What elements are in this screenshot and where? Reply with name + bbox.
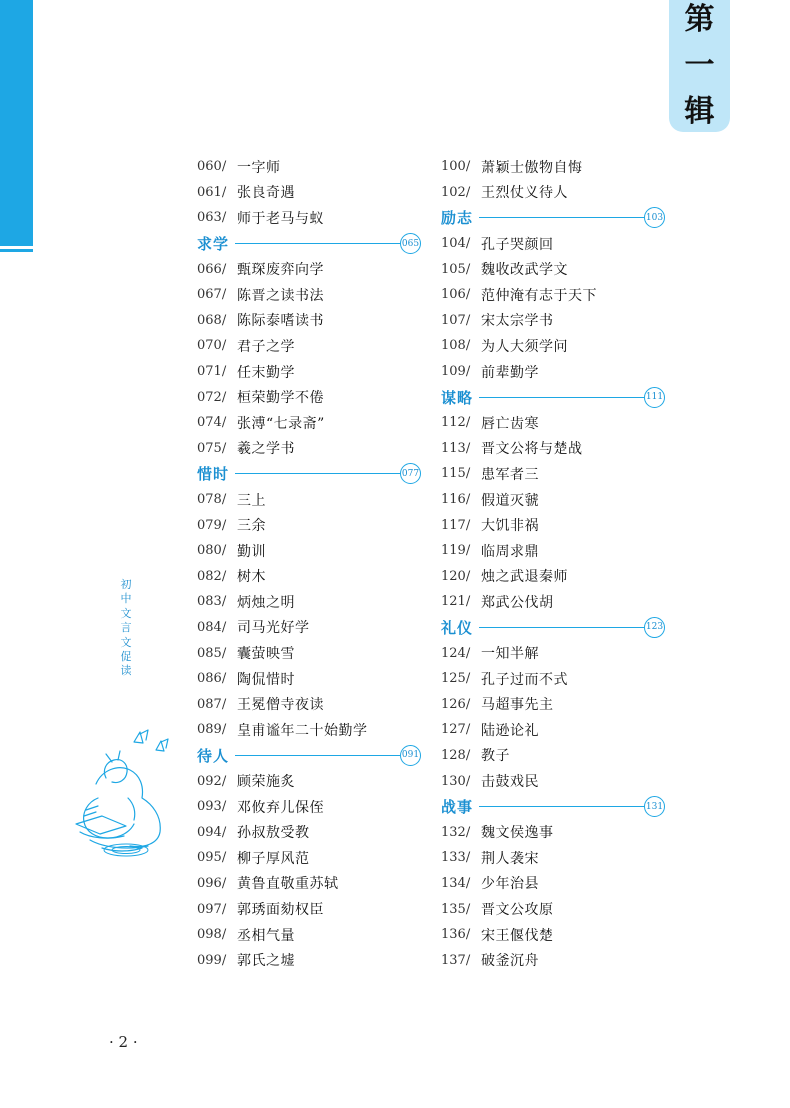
entry-title: 宋王偃伐楚 <box>481 927 554 944</box>
entry-page-number: 104/ <box>441 236 471 252</box>
entry-page-number: 109/ <box>441 364 471 380</box>
entry-title: 皇甫谧年二十始勤学 <box>237 722 368 739</box>
toc-entry[interactable] <box>197 615 427 641</box>
entry-title: 晋文公攻原 <box>481 902 554 919</box>
entry-page-number: 134/ <box>441 875 471 891</box>
entry-title: 三余 <box>237 518 266 535</box>
entry-title: 丞相气量 <box>237 927 295 944</box>
toc-entry[interactable] <box>441 461 671 487</box>
toc-entry[interactable] <box>441 308 671 334</box>
entry-page-number: 093/ <box>197 799 227 815</box>
toc-entry[interactable] <box>197 845 427 871</box>
entry-page-number: 112/ <box>441 415 471 431</box>
entry-title: 孔子哭颜回 <box>481 236 554 253</box>
toc-entry[interactable] <box>197 666 427 692</box>
toc-entry[interactable] <box>197 180 427 206</box>
volume-tab-char: 辑 <box>684 94 715 129</box>
entry-page-number: 125/ <box>441 671 471 687</box>
entry-title: 顾荣施炙 <box>237 774 295 791</box>
entry-title: 魏文侯逸事 <box>481 825 554 842</box>
toc-section-header <box>441 384 671 410</box>
entry-page-number: 066/ <box>197 261 227 277</box>
entry-page-number: 137/ <box>441 952 471 968</box>
side-title-char: 文 <box>120 606 132 620</box>
entry-title: 陈晋之读书法 <box>237 287 324 304</box>
entry-page-number: 128/ <box>441 747 471 763</box>
section-title: 战事 <box>441 798 474 817</box>
entry-title: 一字师 <box>237 159 281 176</box>
section-page-circle: 077 <box>400 463 421 484</box>
entry-title: 囊萤映雪 <box>237 646 295 663</box>
entry-page-number: 099/ <box>197 952 227 968</box>
toc-entry[interactable] <box>197 922 427 948</box>
entry-page-number: 097/ <box>197 901 227 917</box>
entry-title: 羲之学书 <box>237 441 295 458</box>
entry-page-number: 117/ <box>441 517 471 533</box>
toc-entry[interactable] <box>441 538 671 564</box>
toc-entry[interactable] <box>441 256 671 282</box>
section-page-circle: 103 <box>644 207 665 228</box>
toc-entry[interactable] <box>197 512 427 538</box>
entry-title: 击鼓戏民 <box>481 774 539 791</box>
entry-title: 荆人袭宋 <box>481 850 539 867</box>
toc-entry[interactable] <box>197 436 427 462</box>
toc-entry[interactable] <box>441 359 671 385</box>
entry-page-number: 116/ <box>441 492 471 508</box>
entry-page-number: 074/ <box>197 415 227 431</box>
section-title: 惜时 <box>197 465 230 484</box>
entry-page-number: 108/ <box>441 338 471 354</box>
toc-entry[interactable] <box>197 359 427 385</box>
entry-title: 师于老马与蚁 <box>237 210 324 227</box>
entry-page-number: 124/ <box>441 645 471 661</box>
entry-title: 患军者三 <box>481 466 539 483</box>
entry-page-number: 067/ <box>197 287 227 303</box>
volume-tab-char: 第 <box>684 2 715 37</box>
toc-entry[interactable] <box>441 410 671 436</box>
toc-entry[interactable] <box>197 205 427 231</box>
entry-title: 孙叔敖受教 <box>237 825 310 842</box>
entry-page-number: 083/ <box>197 594 227 610</box>
entry-title: 破釜沉舟 <box>481 953 539 970</box>
section-rule <box>235 755 400 756</box>
toc-entry[interactable] <box>197 794 427 820</box>
entry-title: 三上 <box>237 492 266 509</box>
scholar-reading-illustration <box>68 728 178 863</box>
entry-title: 陆逊论礼 <box>481 722 539 739</box>
entry-page-number: 096/ <box>197 875 227 891</box>
entry-title: 王冕僧寺夜读 <box>237 697 324 714</box>
toc-entry[interactable] <box>441 640 671 666</box>
toc-entry[interactable] <box>197 871 427 897</box>
toc-entry[interactable] <box>197 717 427 743</box>
section-page-circle: 091 <box>400 745 421 766</box>
entry-title: 张良奇遇 <box>237 185 295 202</box>
entry-page-number: 094/ <box>197 824 227 840</box>
entry-title: 任末勤学 <box>237 364 295 381</box>
entry-title: 魏收改武学文 <box>481 262 568 279</box>
toc-section-header <box>441 794 671 820</box>
toc-section-header <box>441 205 671 231</box>
entry-title: 晋文公将与楚战 <box>481 441 583 458</box>
entry-page-number: 086/ <box>197 671 227 687</box>
entry-title: 唇亡齿寒 <box>481 415 539 432</box>
toc-entry[interactable] <box>441 871 671 897</box>
left-accent-line <box>0 249 33 252</box>
toc-entry[interactable] <box>441 180 671 206</box>
section-title: 励志 <box>441 209 474 228</box>
toc-right-column <box>441 154 671 973</box>
entry-page-number: 080/ <box>197 543 227 559</box>
toc-entry[interactable] <box>441 717 671 743</box>
entry-title: 桓荣勤学不倦 <box>237 390 324 407</box>
toc-entry[interactable] <box>441 589 671 615</box>
toc-entry[interactable] <box>197 333 427 359</box>
toc-entry[interactable] <box>441 845 671 871</box>
volume-tab <box>669 0 730 132</box>
toc-entry[interactable] <box>441 947 671 973</box>
entry-page-number: 120/ <box>441 568 471 584</box>
entry-title: 邓攸弃儿保侄 <box>237 799 324 816</box>
entry-page-number: 082/ <box>197 568 227 584</box>
toc-entry[interactable] <box>441 922 671 948</box>
toc-entry[interactable] <box>197 640 427 666</box>
toc-section-header <box>441 615 671 641</box>
toc-entry[interactable] <box>441 231 671 257</box>
entry-page-number: 105/ <box>441 261 471 277</box>
entry-title: 烛之武退秦师 <box>481 569 568 586</box>
page-number: · 2 · <box>109 1033 138 1051</box>
entry-title: 孔子过而不式 <box>481 671 568 688</box>
toc-entry[interactable] <box>441 768 671 794</box>
entry-page-number: 133/ <box>441 850 471 866</box>
toc-entry[interactable] <box>197 487 427 513</box>
entry-title: 甄琛废弈向学 <box>237 262 324 279</box>
toc-entry[interactable] <box>441 819 671 845</box>
entry-page-number: 132/ <box>441 824 471 840</box>
section-page-circle: 131 <box>644 796 665 817</box>
toc-entry[interactable] <box>441 564 671 590</box>
entry-page-number: 061/ <box>197 184 227 200</box>
entry-title: 马超事先主 <box>481 697 554 714</box>
toc-entry[interactable] <box>197 384 427 410</box>
entry-page-number: 113/ <box>441 440 471 456</box>
toc-entry[interactable] <box>197 308 427 334</box>
entry-title: 王烈仗义待人 <box>481 185 568 202</box>
entry-title: 萧颖士傲物自悔 <box>481 159 583 176</box>
entry-page-number: 135/ <box>441 901 471 917</box>
side-series-title <box>119 578 133 679</box>
toc-entry[interactable] <box>197 538 427 564</box>
entry-page-number: 072/ <box>197 389 227 405</box>
side-title-char: 文 <box>120 635 132 649</box>
entry-page-number: 100/ <box>441 159 471 175</box>
entry-title: 司马光好学 <box>237 620 310 637</box>
entry-page-number: 068/ <box>197 312 227 328</box>
entry-page-number: 092/ <box>197 773 227 789</box>
toc-left-column <box>197 154 427 973</box>
toc-entry[interactable] <box>441 691 671 717</box>
section-title: 求学 <box>197 235 230 254</box>
toc-entry[interactable] <box>197 691 427 717</box>
section-rule <box>235 243 400 244</box>
toc-entry[interactable] <box>441 487 671 513</box>
entry-title: 为人大须学问 <box>481 338 568 355</box>
section-rule <box>479 397 644 398</box>
entry-title: 范仲淹有志于天下 <box>481 287 597 304</box>
toc-entry[interactable] <box>197 819 427 845</box>
toc-entry[interactable] <box>197 282 427 308</box>
left-accent-bar <box>0 0 33 246</box>
entry-page-number: 121/ <box>441 594 471 610</box>
entry-page-number: 127/ <box>441 722 471 738</box>
toc-entry[interactable] <box>441 282 671 308</box>
entry-page-number: 078/ <box>197 492 227 508</box>
section-rule <box>235 473 400 474</box>
toc-entry[interactable] <box>197 896 427 922</box>
entry-title: 陶侃惜时 <box>237 671 295 688</box>
toc-entry[interactable] <box>197 154 427 180</box>
entry-page-number: 071/ <box>197 364 227 380</box>
entry-title: 炳烛之明 <box>237 594 295 611</box>
entry-page-number: 107/ <box>441 312 471 328</box>
toc-entry[interactable] <box>441 666 671 692</box>
toc-entry[interactable] <box>441 333 671 359</box>
entry-page-number: 063/ <box>197 210 227 226</box>
section-rule <box>479 217 644 218</box>
entry-title: 郑武公伐胡 <box>481 594 554 611</box>
section-page-circle: 111 <box>644 387 665 408</box>
entry-page-number: 102/ <box>441 184 471 200</box>
entry-page-number: 085/ <box>197 645 227 661</box>
entry-page-number: 136/ <box>441 927 471 943</box>
toc-section-header <box>197 461 427 487</box>
section-title: 礼仪 <box>441 618 474 637</box>
entry-page-number: 098/ <box>197 927 227 943</box>
entry-page-number: 084/ <box>197 619 227 635</box>
side-title-char: 中 <box>120 592 132 606</box>
volume-tab-char: 一 <box>684 48 715 83</box>
toc-entry[interactable] <box>197 589 427 615</box>
entry-page-number: 075/ <box>197 440 227 456</box>
section-page-circle: 065 <box>400 233 421 254</box>
entry-page-number: 060/ <box>197 159 227 175</box>
entry-title: 陈际泰嗜读书 <box>237 313 324 330</box>
entry-page-number: 079/ <box>197 517 227 533</box>
section-rule <box>479 806 644 807</box>
entry-page-number: 095/ <box>197 850 227 866</box>
entry-title: 勤训 <box>237 543 266 560</box>
toc-entry[interactable] <box>441 436 671 462</box>
side-title-char: 促 <box>120 650 132 664</box>
toc-section-header <box>197 231 427 257</box>
entry-title: 临周求鼎 <box>481 543 539 560</box>
entry-page-number: 119/ <box>441 543 471 559</box>
toc-entry[interactable] <box>197 564 427 590</box>
entry-title: 大饥非祸 <box>481 518 539 535</box>
toc-entry[interactable] <box>197 256 427 282</box>
toc-entry[interactable] <box>441 743 671 769</box>
toc-entry[interactable] <box>441 154 671 180</box>
entry-title: 教子 <box>481 748 510 765</box>
entry-page-number: 070/ <box>197 338 227 354</box>
entry-title: 张溥“七录斋” <box>237 415 325 432</box>
toc-entry[interactable] <box>197 947 427 973</box>
toc-entry[interactable] <box>441 512 671 538</box>
entry-title: 前辈勤学 <box>481 364 539 381</box>
toc-entry[interactable] <box>197 768 427 794</box>
entry-title: 假道灭虢 <box>481 492 539 509</box>
toc-section-header <box>197 743 427 769</box>
entry-page-number: 106/ <box>441 287 471 303</box>
toc-entry[interactable] <box>441 896 671 922</box>
entry-title: 宋太宗学书 <box>481 313 554 330</box>
section-page-circle: 123 <box>644 617 665 638</box>
entry-title: 郭氏之墟 <box>237 953 295 970</box>
side-title-char: 初 <box>120 578 132 591</box>
entry-title: 黄鲁直敬重苏轼 <box>237 876 339 893</box>
entry-page-number: 115/ <box>441 466 471 482</box>
entry-page-number: 089/ <box>197 722 227 738</box>
section-title: 待人 <box>197 746 230 765</box>
entry-title: 柳子厚风范 <box>237 850 310 867</box>
entry-page-number: 126/ <box>441 696 471 712</box>
entry-page-number: 087/ <box>197 696 227 712</box>
section-title: 谋略 <box>441 388 474 407</box>
entry-page-number: 130/ <box>441 773 471 789</box>
side-title-char: 言 <box>120 621 132 635</box>
side-title-char: 读 <box>120 664 132 678</box>
entry-title: 君子之学 <box>237 338 295 355</box>
section-rule <box>479 627 644 628</box>
entry-title: 郭琇面劾权臣 <box>237 902 324 919</box>
toc-entry[interactable] <box>197 410 427 436</box>
entry-title: 树木 <box>237 569 266 586</box>
entry-title: 少年治县 <box>481 876 539 893</box>
entry-title: 一知半解 <box>481 646 539 663</box>
